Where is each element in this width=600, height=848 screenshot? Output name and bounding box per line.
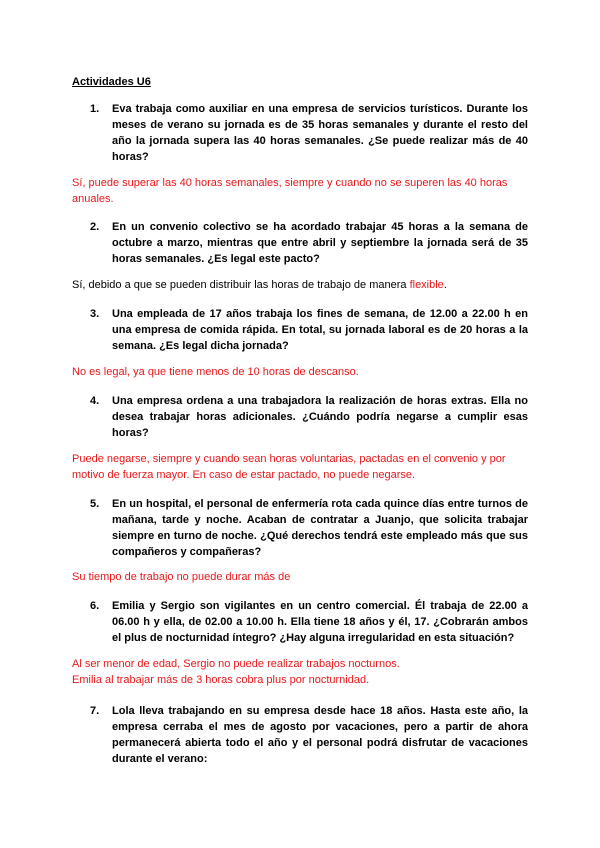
answer-6 [72, 656, 528, 688]
question-number: 6. [90, 600, 100, 612]
answer-3: No es legal, ya que tiene menos de 10 horas de descanso. [72, 366, 359, 378]
answer-6-line-2: Emilia al trabajar más de 3 horas cobra plus por nocturnidad. [72, 674, 370, 686]
question-number: 5. [90, 498, 100, 510]
question-6 [90, 598, 528, 646]
answer-2-highlight: flexible [409, 279, 444, 291]
answer-5: Su tiempo de trabajo no puede durar más de [72, 571, 291, 583]
question-text: Lola lleva trabajando en su empresa desde hace 18 años. Hasta este año, la empresa cerraba el mes de agosto por vacaciones, pero a partir de ahora permanecerá abierta todo el año y el personal podrá disfrutar de vacaciones durante el verano: [112, 705, 528, 765]
question-text: Emilia y Sergio son vigilantes en un centro comercial. Él trabaja de 22.00 a 06.00 h y ella, de 02.00 a 10.00 h. Ella tiene 18 años y él, 17. ¿Cobrarán ambos el plus de nocturnidad íntegro? ¿Hay alguna irregularidad en esta situación? [112, 600, 528, 644]
question-4 [90, 393, 528, 441]
answer-2-end: . [443, 279, 447, 291]
document-title: Actividades U6 [72, 76, 151, 88]
answer-2 [72, 277, 528, 293]
question-text: Una empresa ordena a una trabajadora la realización de horas extras. Ella no desea trabajar horas adicionales. ¿Cuándo podría negarse a cumplir esas horas? [112, 395, 528, 439]
question-1 [90, 101, 528, 165]
question-number: 3. [90, 308, 100, 320]
question-number: 2. [90, 221, 100, 233]
question-5 [90, 496, 528, 560]
question-3 [90, 306, 528, 354]
answer-1: Sí, puede superar las 40 horas semanales, siempre y cuando no se superen las 40 horas anuales. [72, 177, 508, 205]
question-text: En un hospital, el personal de enfermería rota cada quince días entre turnos de mañana, tarde y noche. Acaban de contratar a Juanjo, que solicita trabajar siempre en turno de noche. ¿Qué derechos tendrá este empleado más que sus compañeros y compañeras? [112, 498, 528, 558]
question-text: En un convenio colectivo se ha acordado trabajar 45 horas a la semana de octubre a marzo, mientras que entre abril y septiembre la jornada será de 35 horas semanales. ¿Es legal este pacto? [112, 221, 528, 265]
question-text: Eva trabaja como auxiliar en una empresa de servicios turísticos. Durante los meses de verano su jornada es de 35 horas semanales y durante el resto del año la jornada supera las 40 horas semanales. ¿Se puede realizar más de 40 horas? [112, 103, 528, 163]
answer-4: Puede negarse, siempre y cuando sean horas voluntarias, pactadas en el convenio y por motivo de fuerza mayor. En caso de estar pactado, no puede negarse. [72, 453, 506, 481]
question-number: 7. [90, 705, 100, 717]
answer-2-text: Sí, debido a que se pueden distribuir las horas de trabajo de manera [72, 279, 410, 291]
question-number: 4. [90, 395, 100, 407]
question-number: 1. [90, 103, 100, 115]
question-2 [90, 219, 528, 267]
answer-6-line-1: Al ser menor de edad, Sergio no puede realizar trabajos nocturnos. [72, 658, 400, 670]
question-7 [90, 703, 528, 767]
question-text: Una empleada de 17 años trabaja los fines de semana, de 12.00 a 22.00 h en una empresa de comida rápida. En total, su jornada laboral es de 20 horas a la semana. ¿Es legal dicha jornada? [112, 308, 528, 352]
